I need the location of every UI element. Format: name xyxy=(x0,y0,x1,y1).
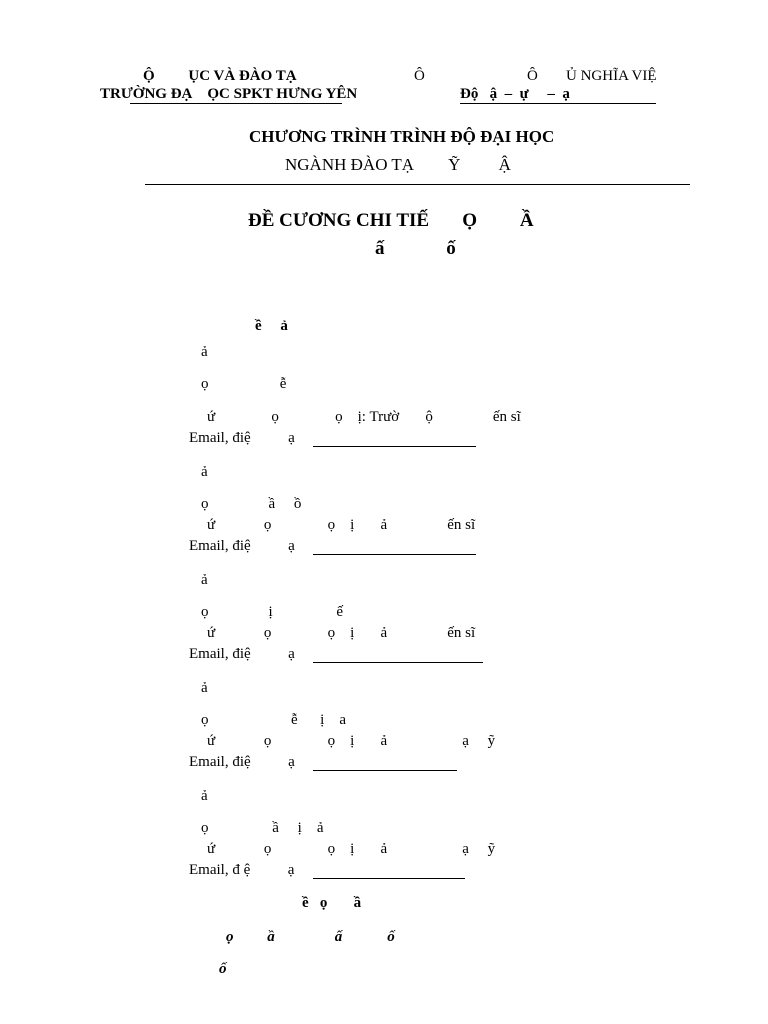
lecturer-4-title: ứ ọ ọ ị ả ạ ỹ xyxy=(207,733,496,749)
header-divider xyxy=(145,184,690,185)
lecturer-1-name: ọ ễ xyxy=(201,376,287,392)
lecturer-2-role: ả xyxy=(201,464,208,480)
lecturer-1-email: Email, điệ ạ xyxy=(189,430,295,446)
lecturer-4-email-line xyxy=(313,770,457,771)
program-title: CHƯƠNG TRÌNH TRÌNH ĐỘ ĐẠI HỌC xyxy=(249,127,555,146)
republic-char-2: Ô xyxy=(527,68,538,84)
school-underline xyxy=(130,103,342,104)
lecturer-5-name: ọ ầ ị ả xyxy=(201,820,324,836)
lecturer-1-email-line xyxy=(313,446,476,447)
lecturer-4-name: ọ ễ ị a xyxy=(201,712,346,728)
republic-char-1: Ô xyxy=(414,68,425,84)
section-2-line-1: ọ ầ ấ ố xyxy=(226,929,395,945)
lecturer-5-email-line xyxy=(313,878,465,879)
section-2-heading: ề ọ ầ xyxy=(302,895,362,911)
document-title: ĐỀ CƯƠNG CHI TIẾ Ọ Ầ xyxy=(248,210,534,231)
school-name: TRƯỜNG ĐẠ ỌC SPKT HƯNG YÊN xyxy=(100,86,358,102)
lecturer-1-role: ả xyxy=(201,344,208,360)
lecturer-2-email-line xyxy=(313,554,476,555)
ministry-name: Ộ ỤC VÀ ĐÀO TẠ xyxy=(143,68,297,84)
lecturer-5-email: Email, đ ệ ạ xyxy=(189,862,295,878)
lecturer-2-email: Email, điệ ạ xyxy=(189,538,295,554)
lecturer-3-email-line xyxy=(313,662,483,663)
lecturer-5-title: ứ ọ ọ ị ả ạ ỹ xyxy=(207,841,496,857)
section-1-heading: ề ả xyxy=(255,318,288,334)
lecturer-4-role: ả xyxy=(201,680,208,696)
document-subtitle: ấ ố xyxy=(375,238,456,259)
lecturer-3-role: ả xyxy=(201,572,208,588)
program-major: NGÀNH ĐÀO TẠ Ỹ Ậ xyxy=(285,155,511,174)
motto: Độ ậ – ự – ạ xyxy=(460,86,570,102)
lecturer-5-role: ả xyxy=(201,788,208,804)
lecturer-3-name: ọ ị ế xyxy=(201,604,344,620)
section-2-line-2: ố xyxy=(219,961,227,977)
lecturer-3-title: ứ ọ ọ ị ả ến sĩ xyxy=(207,625,476,641)
lecturer-1-title: ứ ọ ọ ị: Trườ ộ ến sĩ xyxy=(207,409,521,425)
motto-underline xyxy=(460,103,656,104)
republic-name: Ủ NGHĨA VIỆ xyxy=(566,68,657,84)
lecturer-3-email: Email, điệ ạ xyxy=(189,646,295,662)
lecturer-2-title: ứ ọ ọ ị ả ến sĩ xyxy=(207,517,476,533)
lecturer-4-email: Email, điệ ạ xyxy=(189,754,295,770)
lecturer-2-name: ọ ầ ồ xyxy=(201,496,302,512)
